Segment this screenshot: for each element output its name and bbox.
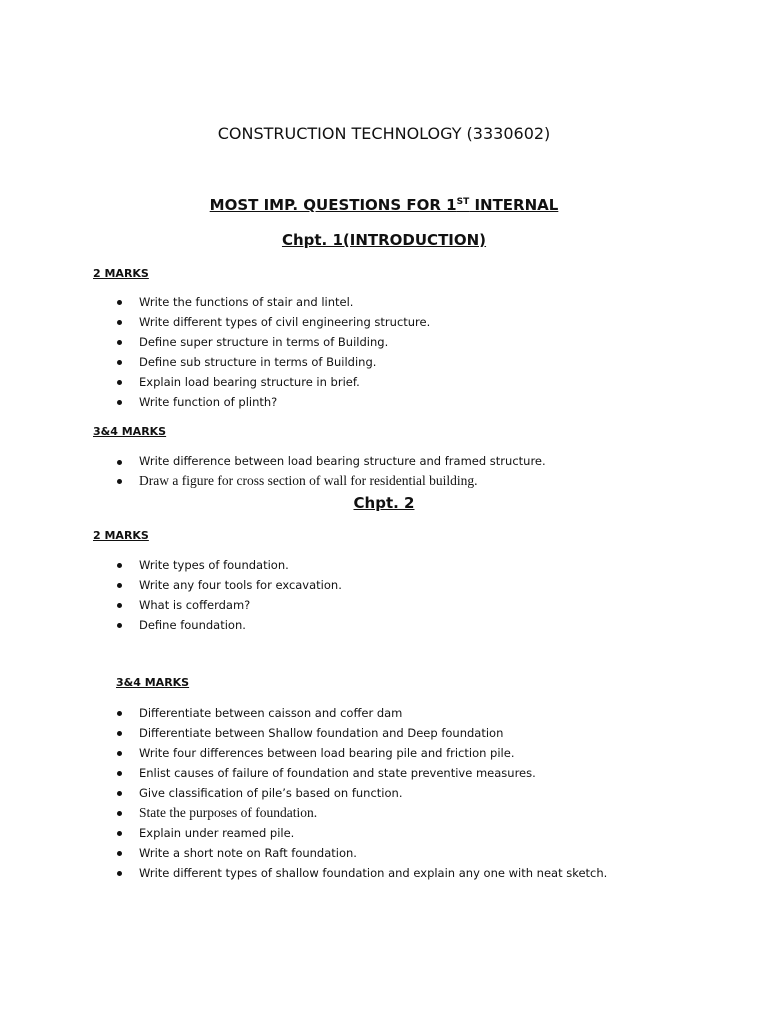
chapter-2-three-four-marks-list [112,703,607,883]
chapter-2-title: Chpt. 2 [353,494,415,512]
list-item [112,372,430,392]
list-item [112,312,430,332]
bullet-icon [117,811,122,816]
list-item [112,843,607,863]
bullet-icon [117,300,122,305]
chapter-2-two-marks-label: 2 MARKS [93,529,149,542]
main-heading-suffix: INTERNAL [469,196,559,214]
question-text: Enlist causes of failure of foundation and state preventive measures. [139,766,536,780]
question-text: Write different types of shallow foundation and explain any one with neat sketch. [139,866,608,880]
question-text: Write the functions of stair and lintel. [139,295,354,309]
bullet-icon [117,871,122,876]
question-text: Write four differences between load bearing pile and friction pile. [139,746,515,760]
list-item [112,452,546,471]
bullet-icon [117,751,122,756]
question-text: Write different types of civil engineering structure. [139,315,431,329]
bullet-icon [117,583,122,588]
list-item [112,615,342,635]
main-heading-text: MOST IMP. QUESTIONS FOR 1 [209,196,457,214]
chapter-1-title: Chpt. 1(INTRODUCTION) [281,231,487,249]
list-item [112,803,607,823]
list-item [112,863,607,883]
question-text: Differentiate between Shallow foundation and Deep foundation [139,726,504,740]
bullet-icon [117,400,122,405]
question-text: State the purposes of foundation. [139,805,318,820]
list-item [112,555,342,575]
question-text: Explain load bearing structure in brief. [139,375,360,389]
bullet-icon [117,380,122,385]
question-text: Write any four tools for excavation. [139,578,342,592]
question-text: Define foundation. [139,618,246,632]
question-text: Give classification of pile’s based on function. [139,786,403,800]
bullet-icon [117,340,122,345]
bullet-icon [117,771,122,776]
course-title: CONSTRUCTION TECHNOLOGY (3330602) [217,124,551,143]
question-text: Write types of foundation. [139,558,289,572]
bullet-icon [117,563,122,568]
bullet-icon [117,731,122,736]
list-item [112,575,342,595]
bullet-icon [117,791,122,796]
list-item [112,352,430,372]
list-item [112,703,607,723]
list-item [112,763,607,783]
bullet-icon [117,479,122,484]
question-text: Differentiate between caisson and coffer dam [139,706,403,720]
main-heading-superscript: ST [456,197,470,207]
list-item [112,332,430,352]
chapter-2-three-four-marks-label: 3&4 MARKS [116,676,190,689]
list-item [112,292,430,312]
question-text: Define super structure in terms of Building. [139,335,389,349]
bullet-icon [117,360,122,365]
question-text: Write difference between load bearing structure and framed structure. [139,454,546,468]
question-text: Write a short note on Raft foundation. [139,846,357,860]
list-item [112,471,546,490]
chapter-1-two-marks-list [112,292,430,412]
main-heading [0,194,768,216]
bullet-icon [117,460,122,465]
question-text: What is cofferdam? [139,598,251,612]
list-item [112,392,430,412]
bullet-icon [117,831,122,836]
bullet-icon [117,603,122,608]
list-item [112,595,342,615]
bullet-icon [117,320,122,325]
bullet-icon [117,851,122,856]
bullet-icon [117,623,122,628]
question-text: Write function of plinth? [139,395,278,409]
chapter-2-two-marks-list [112,555,342,635]
list-item [112,723,607,743]
bullet-icon [117,711,122,716]
list-item [112,743,607,763]
question-text: Define sub structure in terms of Building. [139,355,377,369]
list-item [112,783,607,803]
chapter-1-three-four-marks-list [112,452,546,490]
list-item [112,823,607,843]
question-text: Draw a figure for cross section of wall for residential building. [139,473,478,488]
chapter-1-two-marks-label: 2 MARKS [93,267,149,280]
question-text: Explain under reamed pile. [139,826,295,840]
chapter-1-three-four-marks-label: 3&4 MARKS [93,425,167,438]
